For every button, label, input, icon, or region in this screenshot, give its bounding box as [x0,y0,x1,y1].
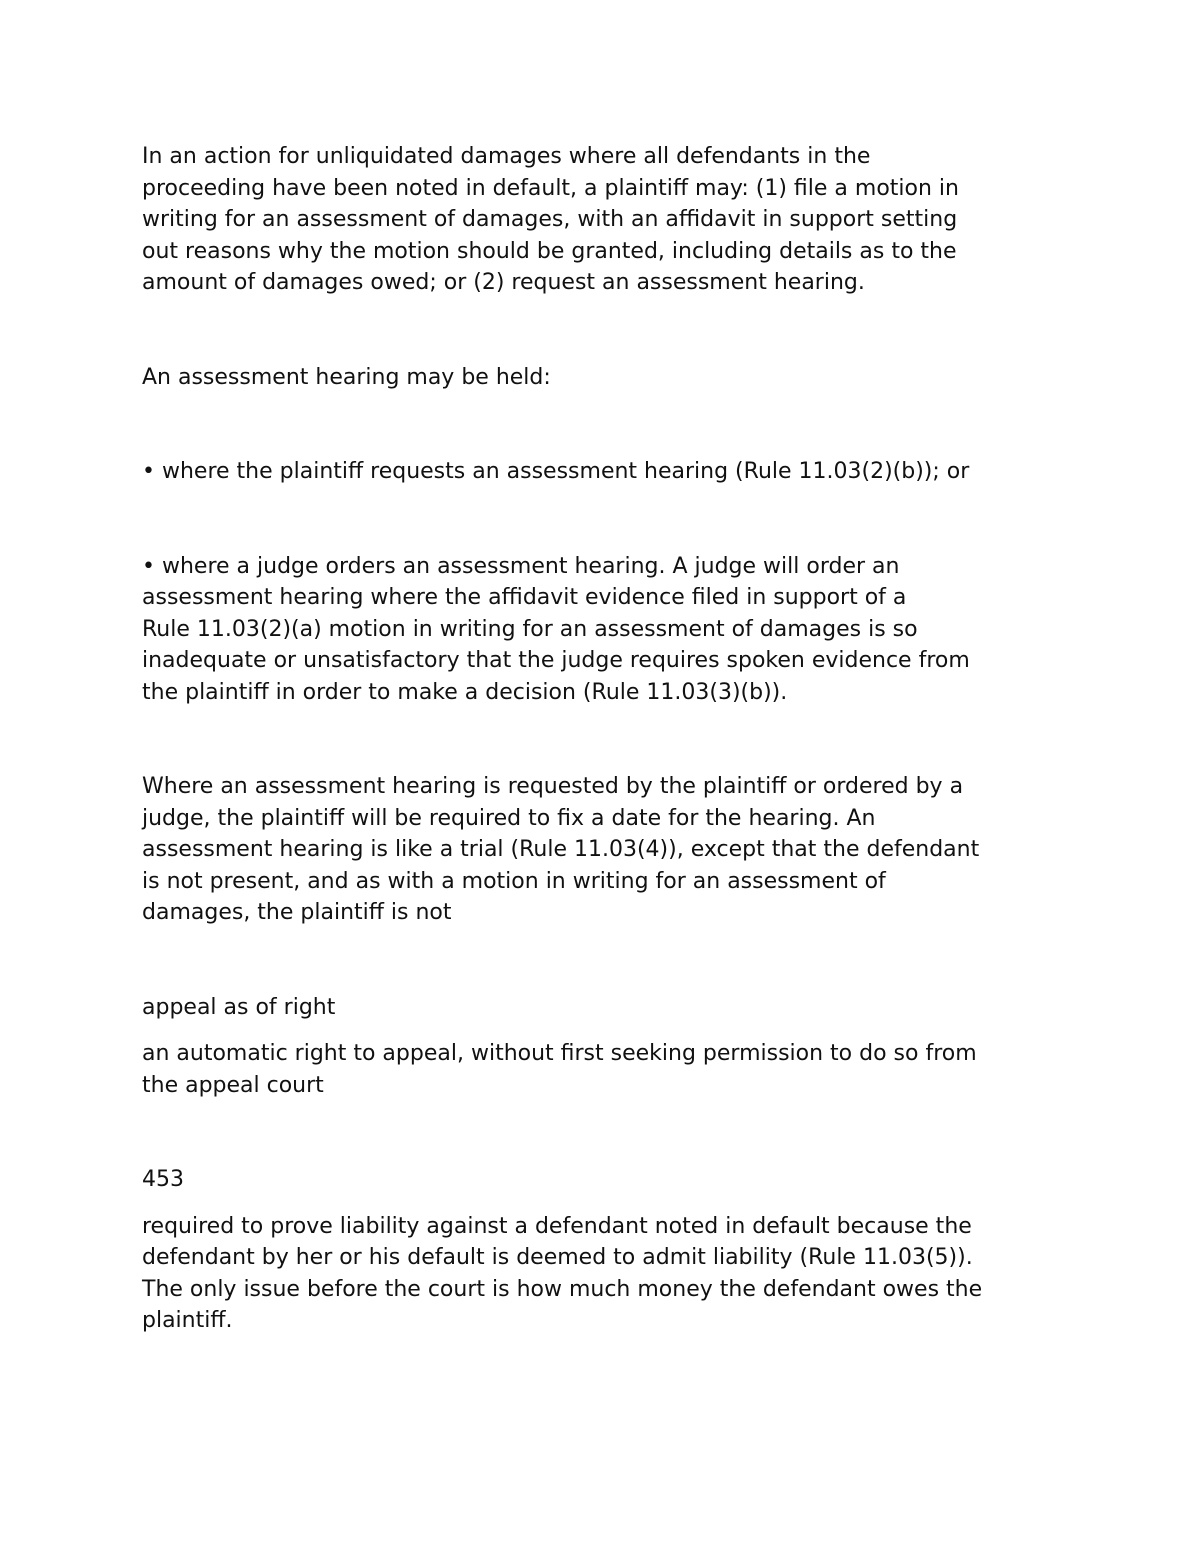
intro-paragraph: In an action for unliquidated damages where all defendants in the proceeding have been noted in default, a plaintiff may: (1) file a motion in writing for an assessment of damages, with an affidavit in support setting out reasons why the motion should be granted, including details as to the amount of damages owed; or (2) request an assessment hearing. [142,144,959,295]
glossary-definition: an automatic right to appeal, without first seeking permission to do so from the appeal court [142,1041,977,1098]
bullet-text: where a judge orders an assessment hearing. A judge will order an assessment hearing where the affidavit evidence filed in support of a Rule 11.03(2)(a) motion in writing for an assessment of damages is so inadequate or unsatisfactory that the judge requires spoken evidence from the plaintiff in order to make a decision (Rule 11.03(3)(b)). [142,553,970,705]
glossary-term: appeal as of right [142,994,336,1020]
bullet-item-plaintiff-request [142,456,1052,488]
page-number: 453 [142,1167,184,1192]
hearing-held-heading: An assessment hearing may be held: [142,364,551,390]
continuation-paragraph: required to prove liability against a defendant noted in default because the defendant by her or his default is deemed to admit liability (Rule 11.03(5)). The only issue before the court is how much money the defendant owes the plaintiff. [142,1213,983,1333]
document-page [142,141,1052,1337]
bullet-text: where the plaintiff requests an assessment hearing (Rule 11.03(2)(b)); or [161,459,970,484]
hearing-requirements-paragraph: Where an assessment hearing is requested by the plaintiff or ordered by a judge, the plaintiff will be required to fix a date for the hearing. An assessment hearing is like a trial (Rule 11.03(4)), except that the defendant is not present, and as with a motion in writing for an assessment of damages, the plaintiff is not [142,774,980,925]
bullet-item-judge-order [142,551,1052,709]
bullet-icon: • [142,459,155,484]
bullet-icon: • [142,553,155,579]
